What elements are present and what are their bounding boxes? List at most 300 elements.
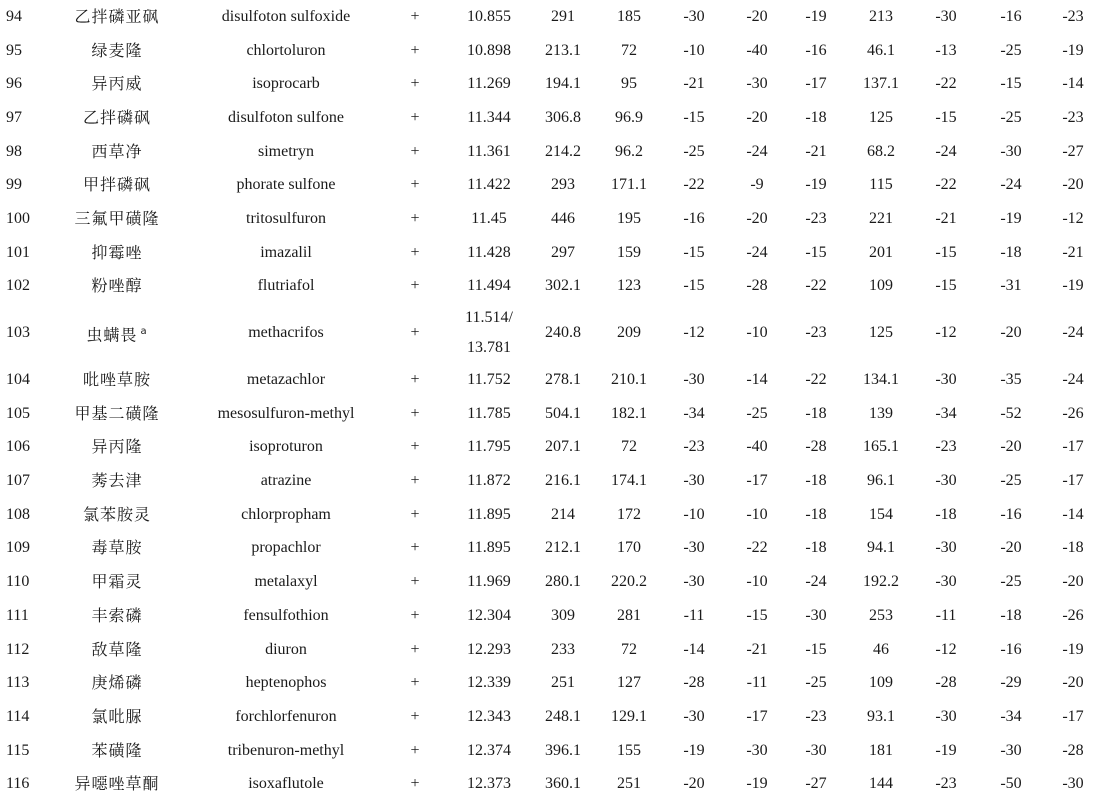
cell-product-ion-2: 125 — [869, 108, 893, 126]
cell-product-ion-2: 201 — [869, 243, 893, 261]
cell-chinese-name: 氯苯胺灵 — [82, 504, 151, 524]
cell-value-3: -15 — [805, 243, 827, 261]
table-row — [0, 464, 1100, 498]
cell-value-1: -19 — [683, 741, 705, 759]
table-row — [0, 565, 1100, 599]
cell-english-name: metazachlor — [246, 371, 326, 389]
cell-value-2: -40 — [746, 438, 768, 456]
cell-product-ion-2: 46 — [873, 640, 889, 658]
cell-product-ion-2: 68.2 — [867, 142, 895, 160]
cell-value-4: -30 — [935, 707, 957, 725]
table-row — [0, 700, 1100, 734]
cell-english-name: tritosulfuron — [246, 209, 326, 227]
cell-chinese-name: 庚烯磷 — [91, 673, 143, 693]
cell-value-3: -22 — [805, 277, 827, 295]
cell-ion-mode: + — [410, 41, 420, 59]
cell-retention-time: 11.422 — [467, 176, 511, 194]
cell-value-3: -16 — [805, 41, 827, 59]
cell-precursor-ion: 360.1 — [545, 775, 581, 793]
cell-product-ion-2: 46.1 — [867, 41, 895, 59]
cell-retention-time: 12.304 — [467, 606, 511, 624]
cell-value-4: -30 — [935, 7, 957, 25]
cell-ion-mode: + — [410, 573, 420, 591]
table-row — [0, 135, 1100, 169]
cell-product-ion-2: 139 — [869, 404, 893, 422]
cell-precursor-ion: 214 — [551, 505, 575, 523]
cell-chinese-name: 吡唑草胺 — [82, 370, 151, 390]
cell-value-6: -26 — [1062, 606, 1084, 624]
cell-value-2: -14 — [746, 371, 768, 389]
cell-value-5: -25 — [1000, 573, 1022, 591]
cell-value-5: -19 — [1000, 209, 1022, 227]
cell-retention-time: 12.339 — [467, 674, 511, 692]
cell-english-name: chlortoluron — [246, 41, 326, 59]
cell-value-4: -30 — [935, 371, 957, 389]
cell-value-1: -14 — [683, 640, 705, 658]
cell-product-ion-1: 159 — [617, 243, 641, 261]
cell-ion-mode: + — [410, 741, 420, 759]
cell-value-1: -22 — [683, 176, 705, 194]
table-row — [0, 767, 1100, 801]
cell-product-ion-1: 172 — [617, 505, 641, 523]
cell-retention-time: 10.898 — [467, 41, 511, 59]
cell-value-5: -30 — [1000, 741, 1022, 759]
cell-ion-mode: + — [410, 707, 420, 725]
cell-value-2: -10 — [746, 505, 768, 523]
cell-value-3: -18 — [805, 505, 827, 523]
cell-retention-time: 11.895 — [467, 539, 511, 557]
cell-value-5: -16 — [1000, 505, 1022, 523]
cell-ion-mode: + — [410, 243, 420, 261]
cell-precursor-ion: 309 — [551, 606, 575, 624]
cell-english-name: isoprocarb — [252, 75, 320, 93]
cell-english-name: propachlor — [251, 539, 321, 557]
table-row — [0, 599, 1100, 633]
cell-value-3: -15 — [805, 640, 827, 658]
cell-number: 110 — [6, 573, 30, 591]
cell-retention-time: 11.752 — [467, 371, 511, 389]
chinese-name-text: 虫螨畏 — [86, 324, 138, 344]
cell-chinese-name — [42, 303, 192, 363]
cell-value-3: -18 — [805, 404, 827, 422]
cell-value-1: -30 — [683, 7, 705, 25]
cell-value-3: -27 — [805, 775, 827, 793]
cell-precursor-ion: 293 — [551, 176, 575, 194]
cell-value-5: -20 — [1000, 324, 1022, 342]
cell-precursor-ion: 278.1 — [545, 371, 581, 389]
cell-value-3: -25 — [805, 674, 827, 692]
cell-english-name: simetryn — [258, 142, 314, 160]
cell-product-ion-2: 154 — [869, 505, 893, 523]
cell-value-3: -24 — [805, 573, 827, 591]
cell-value-2: -17 — [746, 707, 768, 725]
cell-value-2: -15 — [746, 606, 768, 624]
cell-product-ion-1: 281 — [617, 606, 641, 624]
cell-value-1: -30 — [683, 371, 705, 389]
cell-value-5: -30 — [1000, 142, 1022, 160]
cell-product-ion-1: 95 — [621, 75, 637, 93]
cell-precursor-ion: 194.1 — [545, 75, 581, 93]
cell-number: 105 — [6, 404, 30, 422]
cell-value-4: -28 — [935, 674, 957, 692]
cell-number: 107 — [6, 472, 30, 490]
cell-value-6: -17 — [1062, 707, 1084, 725]
cell-ion-mode: + — [410, 176, 420, 194]
cell-value-2: -25 — [746, 404, 768, 422]
cell-number: 98 — [6, 142, 22, 160]
cell-precursor-ion: 306.8 — [545, 108, 581, 126]
cell-value-1: -16 — [683, 209, 705, 227]
cell-product-ion-1: 171.1 — [611, 176, 647, 194]
cell-value-1: -23 — [683, 438, 705, 456]
cell-number: 115 — [6, 741, 30, 759]
table-row — [0, 101, 1100, 135]
table-row — [0, 202, 1100, 236]
cell-value-2: -24 — [746, 142, 768, 160]
cell-retention-time: 12.293 — [467, 640, 511, 658]
cell-ion-mode: + — [410, 324, 420, 342]
cell-number: 99 — [6, 176, 22, 194]
cell-value-2: -40 — [746, 41, 768, 59]
cell-value-6: -23 — [1062, 108, 1084, 126]
cell-value-4: -12 — [935, 640, 957, 658]
cell-retention-time: 11.269 — [467, 75, 511, 93]
cell-ion-mode: + — [410, 505, 420, 523]
cell-number: 111 — [6, 606, 29, 624]
cell-value-6: -14 — [1062, 505, 1084, 523]
cell-english-name: atrazine — [260, 472, 312, 490]
cell-chinese-name: 异丙威 — [91, 74, 143, 94]
retention-time-first: 11.514/ — [465, 309, 513, 327]
cell-precursor-ion: 291 — [551, 7, 575, 25]
cell-value-4: -30 — [935, 539, 957, 557]
cell-value-4: -23 — [935, 775, 957, 793]
cell-chinese-name: 丰索磷 — [91, 605, 143, 625]
cell-value-3: -19 — [805, 176, 827, 194]
cell-product-ion-1: 210.1 — [611, 371, 647, 389]
table-row — [0, 666, 1100, 700]
cell-ion-mode: + — [410, 438, 420, 456]
cell-value-5: -15 — [1000, 75, 1022, 93]
cell-value-2: -28 — [746, 277, 768, 295]
cell-value-3: -18 — [805, 108, 827, 126]
cell-ion-mode: + — [410, 640, 420, 658]
cell-product-ion-1: 127 — [617, 674, 641, 692]
cell-value-5: -50 — [1000, 775, 1022, 793]
cell-english-name: isoproturon — [249, 438, 323, 456]
cell-value-5: -25 — [1000, 108, 1022, 126]
cell-product-ion-1: 72 — [621, 438, 637, 456]
cell-value-1: -10 — [683, 505, 705, 523]
cell-value-1: -15 — [683, 277, 705, 295]
table-row — [0, 270, 1100, 304]
cell-value-1: -30 — [683, 707, 705, 725]
table-row — [0, 431, 1100, 465]
cell-retention-time: 11.785 — [467, 404, 511, 422]
cell-product-ion-2: 93.1 — [867, 707, 895, 725]
table-row — [0, 303, 1100, 363]
cell-value-6: -20 — [1062, 176, 1084, 194]
cell-precursor-ion: 280.1 — [545, 573, 581, 591]
cell-product-ion-1: 174.1 — [611, 472, 647, 490]
cell-precursor-ion: 207.1 — [545, 438, 581, 456]
cell-ion-mode: + — [410, 75, 420, 93]
cell-value-5: -24 — [1000, 176, 1022, 194]
cell-precursor-ion: 396.1 — [545, 741, 581, 759]
cell-retention-time: 10.855 — [467, 7, 511, 25]
cell-product-ion-1: 123 — [617, 277, 641, 295]
cell-precursor-ion: 248.1 — [545, 707, 581, 725]
cell-number: 104 — [6, 371, 30, 389]
cell-value-6: -24 — [1062, 371, 1084, 389]
cell-english-name: disulfoton sulfone — [228, 108, 344, 126]
cell-retention-time: 11.45 — [471, 209, 507, 227]
cell-value-4: -18 — [935, 505, 957, 523]
cell-value-4: -15 — [935, 277, 957, 295]
table-row — [0, 0, 1100, 34]
cell-product-ion-2: 221 — [869, 209, 893, 227]
cell-chinese-name: 粉唑醇 — [91, 276, 143, 296]
cell-product-ion-2: 165.1 — [863, 438, 899, 456]
cell-value-1: -30 — [683, 573, 705, 591]
cell-precursor-ion: 240.8 — [545, 324, 581, 342]
cell-product-ion-1: 170 — [617, 539, 641, 557]
cell-ion-mode: + — [410, 277, 420, 295]
cell-chinese-name: 毒草胺 — [91, 538, 143, 558]
cell-product-ion-2: 125 — [869, 324, 893, 342]
cell-precursor-ion: 302.1 — [545, 277, 581, 295]
cell-product-ion-2: 134.1 — [863, 371, 899, 389]
cell-value-6: -17 — [1062, 438, 1084, 456]
cell-value-3: -30 — [805, 741, 827, 759]
cell-chinese-name: 西草净 — [91, 141, 143, 161]
cell-value-5: -20 — [1000, 539, 1022, 557]
cell-retention-time: 11.795 — [467, 438, 511, 456]
cell-product-ion-2: 115 — [869, 176, 893, 194]
cell-product-ion-2: 253 — [869, 606, 893, 624]
cell-value-2: -30 — [746, 741, 768, 759]
table-row — [0, 633, 1100, 667]
cell-value-5: -18 — [1000, 606, 1022, 624]
table-row — [0, 532, 1100, 566]
cell-ion-mode: + — [410, 7, 420, 25]
cell-value-6: -19 — [1062, 640, 1084, 658]
cell-english-name: metalaxyl — [254, 573, 318, 591]
cell-value-5: -31 — [1000, 277, 1022, 295]
cell-precursor-ion: 216.1 — [545, 472, 581, 490]
cell-ion-mode: + — [410, 371, 420, 389]
cell-value-5: -29 — [1000, 674, 1022, 692]
cell-value-4: -24 — [935, 142, 957, 160]
cell-english-name: phorate sulfone — [236, 176, 336, 194]
cell-value-6: -26 — [1062, 404, 1084, 422]
cell-value-4: -30 — [935, 573, 957, 591]
cell-product-ion-2: 192.2 — [863, 573, 899, 591]
cell-precursor-ion: 297 — [551, 243, 575, 261]
cell-value-2: -19 — [746, 775, 768, 793]
cell-value-3: -18 — [805, 472, 827, 490]
cell-value-4: -34 — [935, 404, 957, 422]
cell-number: 96 — [6, 75, 22, 93]
cell-retention-time — [450, 303, 528, 363]
cell-value-5: -34 — [1000, 707, 1022, 725]
cell-value-4: -15 — [935, 108, 957, 126]
table-row — [0, 67, 1100, 101]
cell-value-4: -12 — [935, 324, 957, 342]
cell-chinese-name: 乙拌磷砜 — [82, 107, 151, 127]
retention-time-second: 13.781 — [466, 339, 511, 357]
cell-retention-time: 11.969 — [467, 573, 511, 591]
cell-value-4: -22 — [935, 75, 957, 93]
cell-value-4: -30 — [935, 472, 957, 490]
cell-product-ion-1: 185 — [617, 7, 641, 25]
cell-ion-mode: + — [410, 209, 420, 227]
cell-product-ion-1: 96.2 — [615, 142, 643, 160]
cell-value-6: -18 — [1062, 539, 1084, 557]
cell-product-ion-2: 109 — [869, 674, 893, 692]
cell-value-4: -22 — [935, 176, 957, 194]
cell-value-6: -20 — [1062, 674, 1084, 692]
cell-value-5: -52 — [1000, 404, 1022, 422]
cell-english-name: methacrifos — [248, 324, 324, 342]
cell-value-6: -27 — [1062, 142, 1084, 160]
cell-value-1: -12 — [683, 324, 705, 342]
cell-value-1: -34 — [683, 404, 705, 422]
cell-value-5: -16 — [1000, 7, 1022, 25]
cell-retention-time: 11.494 — [467, 277, 511, 295]
cell-value-2: -21 — [746, 640, 768, 658]
cell-number: 101 — [6, 243, 30, 261]
cell-value-6: -19 — [1062, 277, 1084, 295]
cell-value-4: -19 — [935, 741, 957, 759]
cell-chinese-name: 乙拌磷亚砜 — [74, 6, 160, 26]
cell-english-name: chlorpropham — [241, 505, 331, 523]
cell-value-4: -11 — [935, 606, 957, 624]
cell-product-ion-1: 72 — [621, 41, 637, 59]
cell-ion-mode: + — [410, 472, 420, 490]
cell-value-4: -15 — [935, 243, 957, 261]
cell-product-ion-1: 129.1 — [611, 707, 647, 725]
cell-value-3: -21 — [805, 142, 827, 160]
cell-value-6: -28 — [1062, 741, 1084, 759]
cell-ion-mode: + — [410, 775, 420, 793]
cell-precursor-ion: 233 — [551, 640, 575, 658]
cell-value-6: -24 — [1062, 324, 1084, 342]
cell-product-ion-2: 137.1 — [863, 75, 899, 93]
cell-value-3: -22 — [805, 371, 827, 389]
cell-number: 113 — [6, 674, 30, 692]
cell-ion-mode: + — [410, 404, 420, 422]
cell-value-5: -25 — [1000, 41, 1022, 59]
cell-value-6: -20 — [1062, 573, 1084, 591]
cell-value-5: -20 — [1000, 438, 1022, 456]
table-row — [0, 236, 1100, 270]
cell-value-1: -21 — [683, 75, 705, 93]
cell-value-6: -19 — [1062, 41, 1084, 59]
cell-product-ion-1: 96.9 — [615, 108, 643, 126]
cell-product-ion-2: 181 — [869, 741, 893, 759]
cell-value-5: -25 — [1000, 472, 1022, 490]
cell-ion-mode: + — [410, 539, 420, 557]
cell-number: 108 — [6, 505, 30, 523]
cell-ion-mode: + — [410, 142, 420, 160]
cell-value-2: -30 — [746, 75, 768, 93]
cell-product-ion-2: 96.1 — [867, 472, 895, 490]
cell-chinese-name: 抑霉唑 — [91, 242, 143, 262]
cell-number: 109 — [6, 539, 30, 557]
cell-value-2: -24 — [746, 243, 768, 261]
cell-number: 103 — [6, 324, 30, 342]
cell-value-3: -28 — [805, 438, 827, 456]
cell-value-4: -13 — [935, 41, 957, 59]
cell-number: 106 — [6, 438, 30, 456]
cell-value-3: -23 — [805, 209, 827, 227]
cell-chinese-name: 甲霜灵 — [91, 572, 143, 592]
cell-precursor-ion: 504.1 — [545, 404, 581, 422]
cell-value-1: -11 — [683, 606, 705, 624]
cell-value-1: -30 — [683, 539, 705, 557]
cell-ion-mode: + — [410, 606, 420, 624]
cell-retention-time: 11.428 — [467, 243, 511, 261]
cell-product-ion-2: 109 — [869, 277, 893, 295]
cell-number: 102 — [6, 277, 30, 295]
table-row — [0, 168, 1100, 202]
cell-value-6: -30 — [1062, 775, 1084, 793]
cell-value-4: -21 — [935, 209, 957, 227]
cell-english-name: isoxaflutole — [248, 775, 324, 793]
cell-ion-mode: + — [410, 674, 420, 692]
table-row — [0, 734, 1100, 768]
cell-value-2: -22 — [746, 539, 768, 557]
cell-product-ion-1: 195 — [617, 209, 641, 227]
cell-number: 95 — [6, 41, 22, 59]
cell-value-1: -30 — [683, 472, 705, 490]
cell-product-ion-1: 182.1 — [611, 404, 647, 422]
cell-chinese-name: 异噁唑草酮 — [74, 774, 160, 794]
cell-value-5: -35 — [1000, 371, 1022, 389]
cell-number: 94 — [6, 7, 22, 25]
cell-english-name: tribenuron-methyl — [227, 741, 345, 759]
cell-value-1: -25 — [683, 142, 705, 160]
cell-english-name: mesosulfuron-methyl — [217, 404, 355, 422]
cell-english-name: flutriafol — [257, 277, 315, 295]
cell-value-3: -23 — [805, 707, 827, 725]
cell-chinese-name: 绿麦隆 — [91, 40, 143, 60]
cell-value-2: -20 — [746, 7, 768, 25]
cell-chinese-name: 莠去津 — [91, 471, 143, 491]
cell-english-name: forchlorfenuron — [235, 707, 337, 725]
cell-value-4: -23 — [935, 438, 957, 456]
cell-number: 112 — [6, 640, 30, 658]
cell-value-5: -18 — [1000, 243, 1022, 261]
cell-product-ion-1: 220.2 — [611, 573, 647, 591]
cell-number: 114 — [6, 707, 30, 725]
cell-product-ion-2: 213 — [869, 7, 893, 25]
cell-chinese-name: 敌草隆 — [91, 639, 143, 659]
cell-value-1: -15 — [683, 108, 705, 126]
cell-product-ion-1: 209 — [617, 324, 641, 342]
cell-english-name: heptenophos — [245, 674, 327, 692]
table-row — [0, 34, 1100, 68]
cell-value-6: -21 — [1062, 243, 1084, 261]
cell-precursor-ion: 251 — [551, 674, 575, 692]
cell-chinese-name: 甲基二磺隆 — [74, 403, 160, 423]
cell-number: 100 — [6, 209, 30, 227]
cell-value-3: -18 — [805, 539, 827, 557]
cell-product-ion-2: 144 — [869, 775, 893, 793]
cell-value-6: -12 — [1062, 209, 1084, 227]
cell-chinese-name: 苯磺隆 — [91, 740, 143, 760]
